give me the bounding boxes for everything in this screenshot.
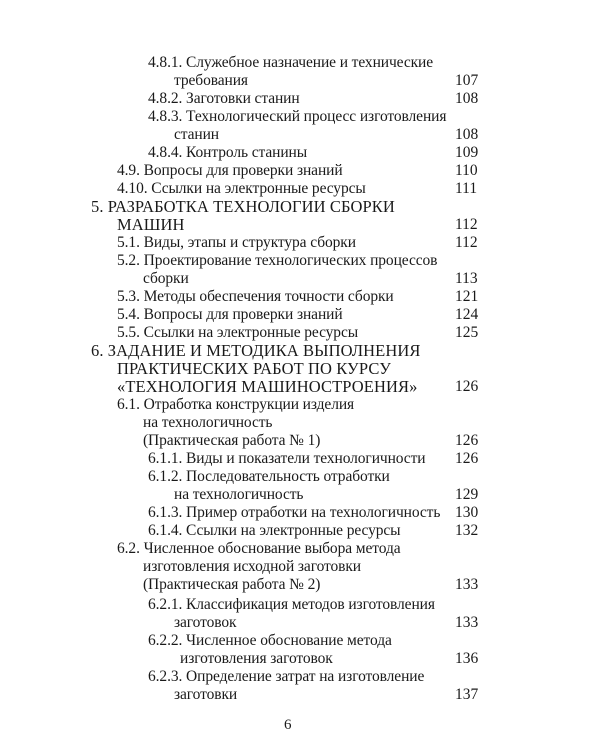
toc-entry-6-1-cont-2: (Практическая работа № 1): [143, 432, 321, 449]
toc-entry-6-1-cont-1: на технологичность: [143, 414, 273, 431]
toc-entry-6-2-1: 6.2.1. Классификация методов изготовления: [148, 596, 435, 613]
toc-entry-6-1-2: 6.1.2. Последовательность отработки: [148, 468, 390, 485]
toc-page-5-5: 125: [455, 324, 479, 341]
toc-page-6-1-1: 126: [455, 450, 479, 467]
toc-entry-4-8-1: 4.8.1. Служебное назначение и технические: [148, 54, 434, 71]
toc-entry-6-1-1: 6.1.1. Виды и показатели технологичности: [148, 450, 426, 467]
toc-page-4-8-1: 107: [455, 72, 479, 89]
toc-chapter-5-cont: МАШИН: [117, 215, 185, 234]
toc-entry-5-2: 5.2. Проектирование технологических процессов: [117, 252, 438, 269]
toc-entry-4-10: 4.10. Ссылки на электронные ресурсы: [117, 180, 366, 197]
toc-chapter-5: 5. РАЗРАБОТКА ТЕХНОЛОГИИ СБОРКИ: [91, 197, 395, 216]
toc-page-6-2: 133: [455, 576, 479, 593]
toc-entry-6-1-2-cont: на технологичность: [174, 486, 304, 503]
toc-entry-6-1: 6.1. Отработка конструкции изделия: [117, 396, 355, 413]
toc-entry-6-2: 6.2. Численное обоснование выбора метода: [117, 540, 401, 557]
toc-page-6-1-4: 132: [455, 522, 479, 539]
toc-entry-4-8-3: 4.8.3. Технологический процесс изготовления: [148, 108, 447, 125]
toc-chapter-6-cont-2: «ТЕХНОЛОГИЯ МАШИНОСТРОЕНИЯ»: [117, 377, 418, 396]
toc-page-5-1: 112: [455, 234, 478, 251]
toc-chapter-6-cont-1: ПРАКТИЧЕСКИХ РАБОТ ПО КУРСУ: [117, 359, 391, 378]
page-number: 6: [284, 717, 292, 733]
toc-chapter-6: 6. ЗАДАНИЕ И МЕТОДИКА ВЫПОЛНЕНИЯ: [91, 341, 421, 360]
toc-page-4-8-4: 109: [455, 144, 479, 161]
toc-page-6-2-2: 136: [455, 650, 479, 667]
toc-page-6-2-3: 137: [455, 686, 479, 703]
toc-page-4-9: 110: [455, 162, 478, 179]
toc-page-4-10: 111: [455, 180, 478, 197]
toc-page-5-3: 121: [455, 288, 479, 305]
toc-page-5: 112: [455, 216, 478, 233]
toc-page-5-2: 113: [455, 270, 478, 287]
toc-entry-6-2-3: 6.2.3. Определение затрат на изготовление: [148, 668, 425, 685]
toc-page-5-4: 124: [455, 306, 479, 323]
toc-page-6: 126: [455, 378, 479, 395]
toc-entry-6-2-cont-1: изготовления исходной заготовки: [143, 558, 361, 575]
toc-page-6-2-1: 133: [455, 614, 479, 631]
toc-page-4-8-2: 108: [455, 90, 479, 107]
toc-entry-4-8-3-cont: станин: [174, 126, 220, 143]
toc-entry-5-4: 5.4. Вопросы для проверки знаний: [117, 306, 343, 323]
toc-entry-5-1: 5.1. Виды, этапы и структура сборки: [117, 234, 356, 251]
toc-page-6-1: 126: [455, 432, 479, 449]
toc-entry-6-1-3: 6.1.3. Пример отработки на технологичность: [148, 504, 441, 521]
toc-page-4-8-3: 108: [455, 126, 479, 143]
toc-entry-4-8-2: 4.8.2. Заготовки станин: [148, 90, 300, 107]
toc-entry-6-2-2-cont: изготовления заготовок: [180, 650, 333, 667]
toc-entry-6-2-cont-2: (Практическая работа № 2): [143, 576, 321, 593]
toc-entry-6-2-1-cont: заготовок: [174, 614, 237, 631]
toc-entry-5-2-cont: сборки: [143, 270, 189, 287]
toc-page-6-1-3: 130: [455, 504, 479, 521]
toc-page-6-1-2: 129: [455, 486, 479, 503]
toc-entry-6-1-4: 6.1.4. Ссылки на электронные ресурсы: [148, 522, 401, 539]
toc-entry-5-3: 5.3. Методы обеспечения точности сборки: [117, 288, 394, 305]
toc-entry-6-2-3-cont: заготовки: [174, 686, 238, 703]
toc-entry-6-2-2: 6.2.2. Численное обоснование метода: [148, 632, 392, 649]
toc-entry-4-8-4: 4.8.4. Контроль станины: [148, 144, 308, 161]
toc-entry-4-9: 4.9. Вопросы для проверки знаний: [117, 162, 343, 179]
toc-entry-4-8-1-cont: требования: [174, 72, 248, 89]
toc-entry-5-5: 5.5. Ссылки на электронные ресурсы: [117, 324, 359, 341]
